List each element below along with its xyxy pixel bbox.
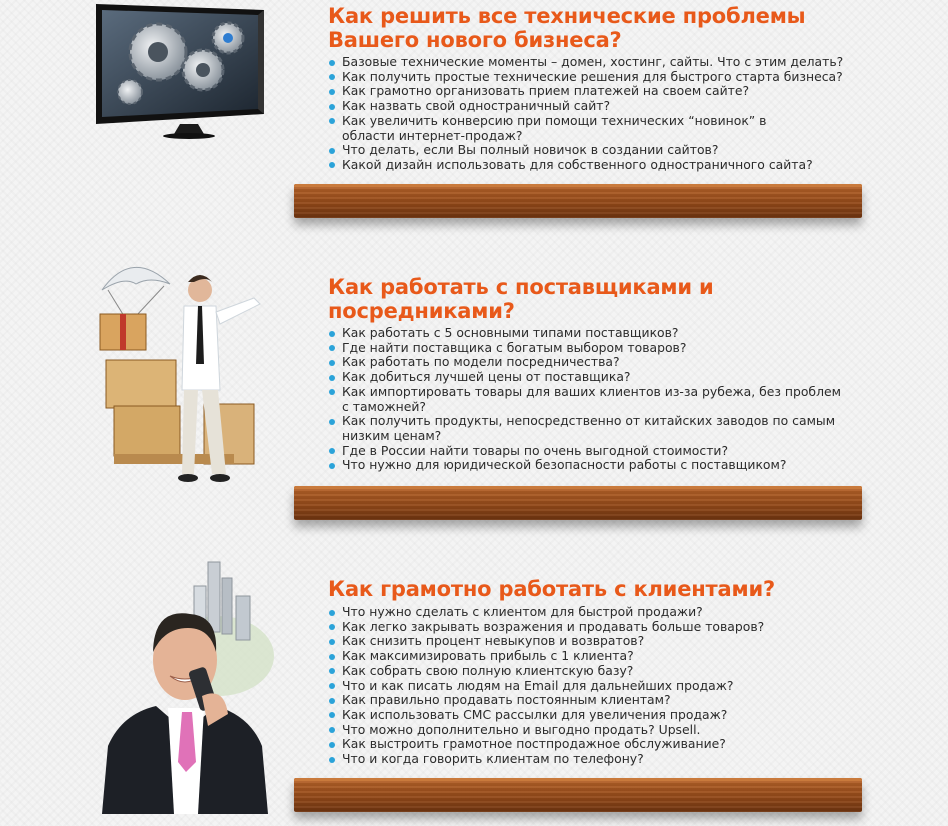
list-item: Где найти поставщика с богатым выбором товаров? (328, 341, 868, 356)
businessman-boxes-icon (94, 254, 284, 498)
list-item: Как назвать свой одностраничный сайт? (328, 99, 868, 114)
list-item: Что и как писать людям на Email для дальнейших продаж? (328, 679, 868, 694)
monitor-gears-icon (88, 0, 274, 140)
list-item: Как добиться лучшей цены от поставщика? (328, 370, 868, 385)
list-item: Что делать, если Вы полный новичок в создании сайтов? (328, 143, 868, 158)
section-clients (0, 530, 948, 826)
section-suppliers (0, 240, 948, 530)
question-list (328, 605, 868, 767)
list-item: Как легко закрывать возражения и продавать больше товаров? (328, 620, 868, 635)
list-item: Как собрать свою полную клиентскую базу? (328, 664, 868, 679)
wooden-shelf (294, 486, 862, 520)
wooden-shelf (294, 778, 862, 812)
list-item: Что нужно сделать с клиентом для быстрой продажи? (328, 605, 868, 620)
question-list (328, 326, 868, 473)
list-item: Как импортировать товары для ваших клиентов из-за рубежа, без проблем с таможней? (328, 385, 842, 414)
list-item: Как максимизировать прибыль с 1 клиента? (328, 649, 868, 664)
list-item: Как получить простые технические решения для быстрого старта бизнеса? (328, 70, 868, 85)
section-title (328, 577, 775, 601)
list-item: Базовые технические моменты – домен, хостинг, сайты. Что с этим делать? (328, 55, 868, 70)
list-item: Как работать по модели посредничества? (328, 355, 868, 370)
list-item: Как работать с 5 основными типами поставщиков? (328, 326, 868, 341)
title-line: Вашего нового бизнеса? (328, 28, 622, 52)
list-item: Как увеличить конверсию при помощи технических “новинок” в области интернет-продаж? (328, 114, 812, 143)
businessman-phone-icon (98, 556, 280, 814)
list-item: Что и когда говорить клиентам по телефону? (328, 752, 868, 767)
list-item: Как использовать СМС рассылки для увеличения продаж? (328, 708, 868, 723)
section-technical (0, 0, 948, 240)
title-line: Как решить все технические проблемы (328, 4, 806, 28)
title-line: Как грамотно работать с клиентами? (328, 577, 775, 601)
list-item: Как снизить процент невыкупов и возвратов? (328, 634, 868, 649)
list-item: Что можно дополнительно и выгодно продать? Upsell. (328, 723, 868, 738)
section-title (328, 275, 714, 323)
list-item: Что нужно для юридической безопасности работы с поставщиком? (328, 458, 868, 473)
title-line: посредниками? (328, 299, 515, 323)
list-item: Где в России найти товары по очень выгодной стоимости? (328, 444, 868, 459)
wooden-shelf (294, 184, 862, 218)
list-item: Как выстроить грамотное постпродажное обслуживание? (328, 737, 868, 752)
title-line: Как работать с поставщиками и (328, 275, 714, 299)
list-item: Какой дизайн использовать для собственного одностраничного сайта? (328, 158, 868, 173)
list-item: Как грамотно организовать прием платежей на своем сайте? (328, 84, 868, 99)
question-list (328, 55, 868, 173)
section-title (328, 4, 805, 52)
list-item: Как правильно продавать постоянным клиентам? (328, 693, 868, 708)
list-item: Как получить продукты, непосредственно от китайских заводов по самым низким ценам? (328, 414, 868, 443)
